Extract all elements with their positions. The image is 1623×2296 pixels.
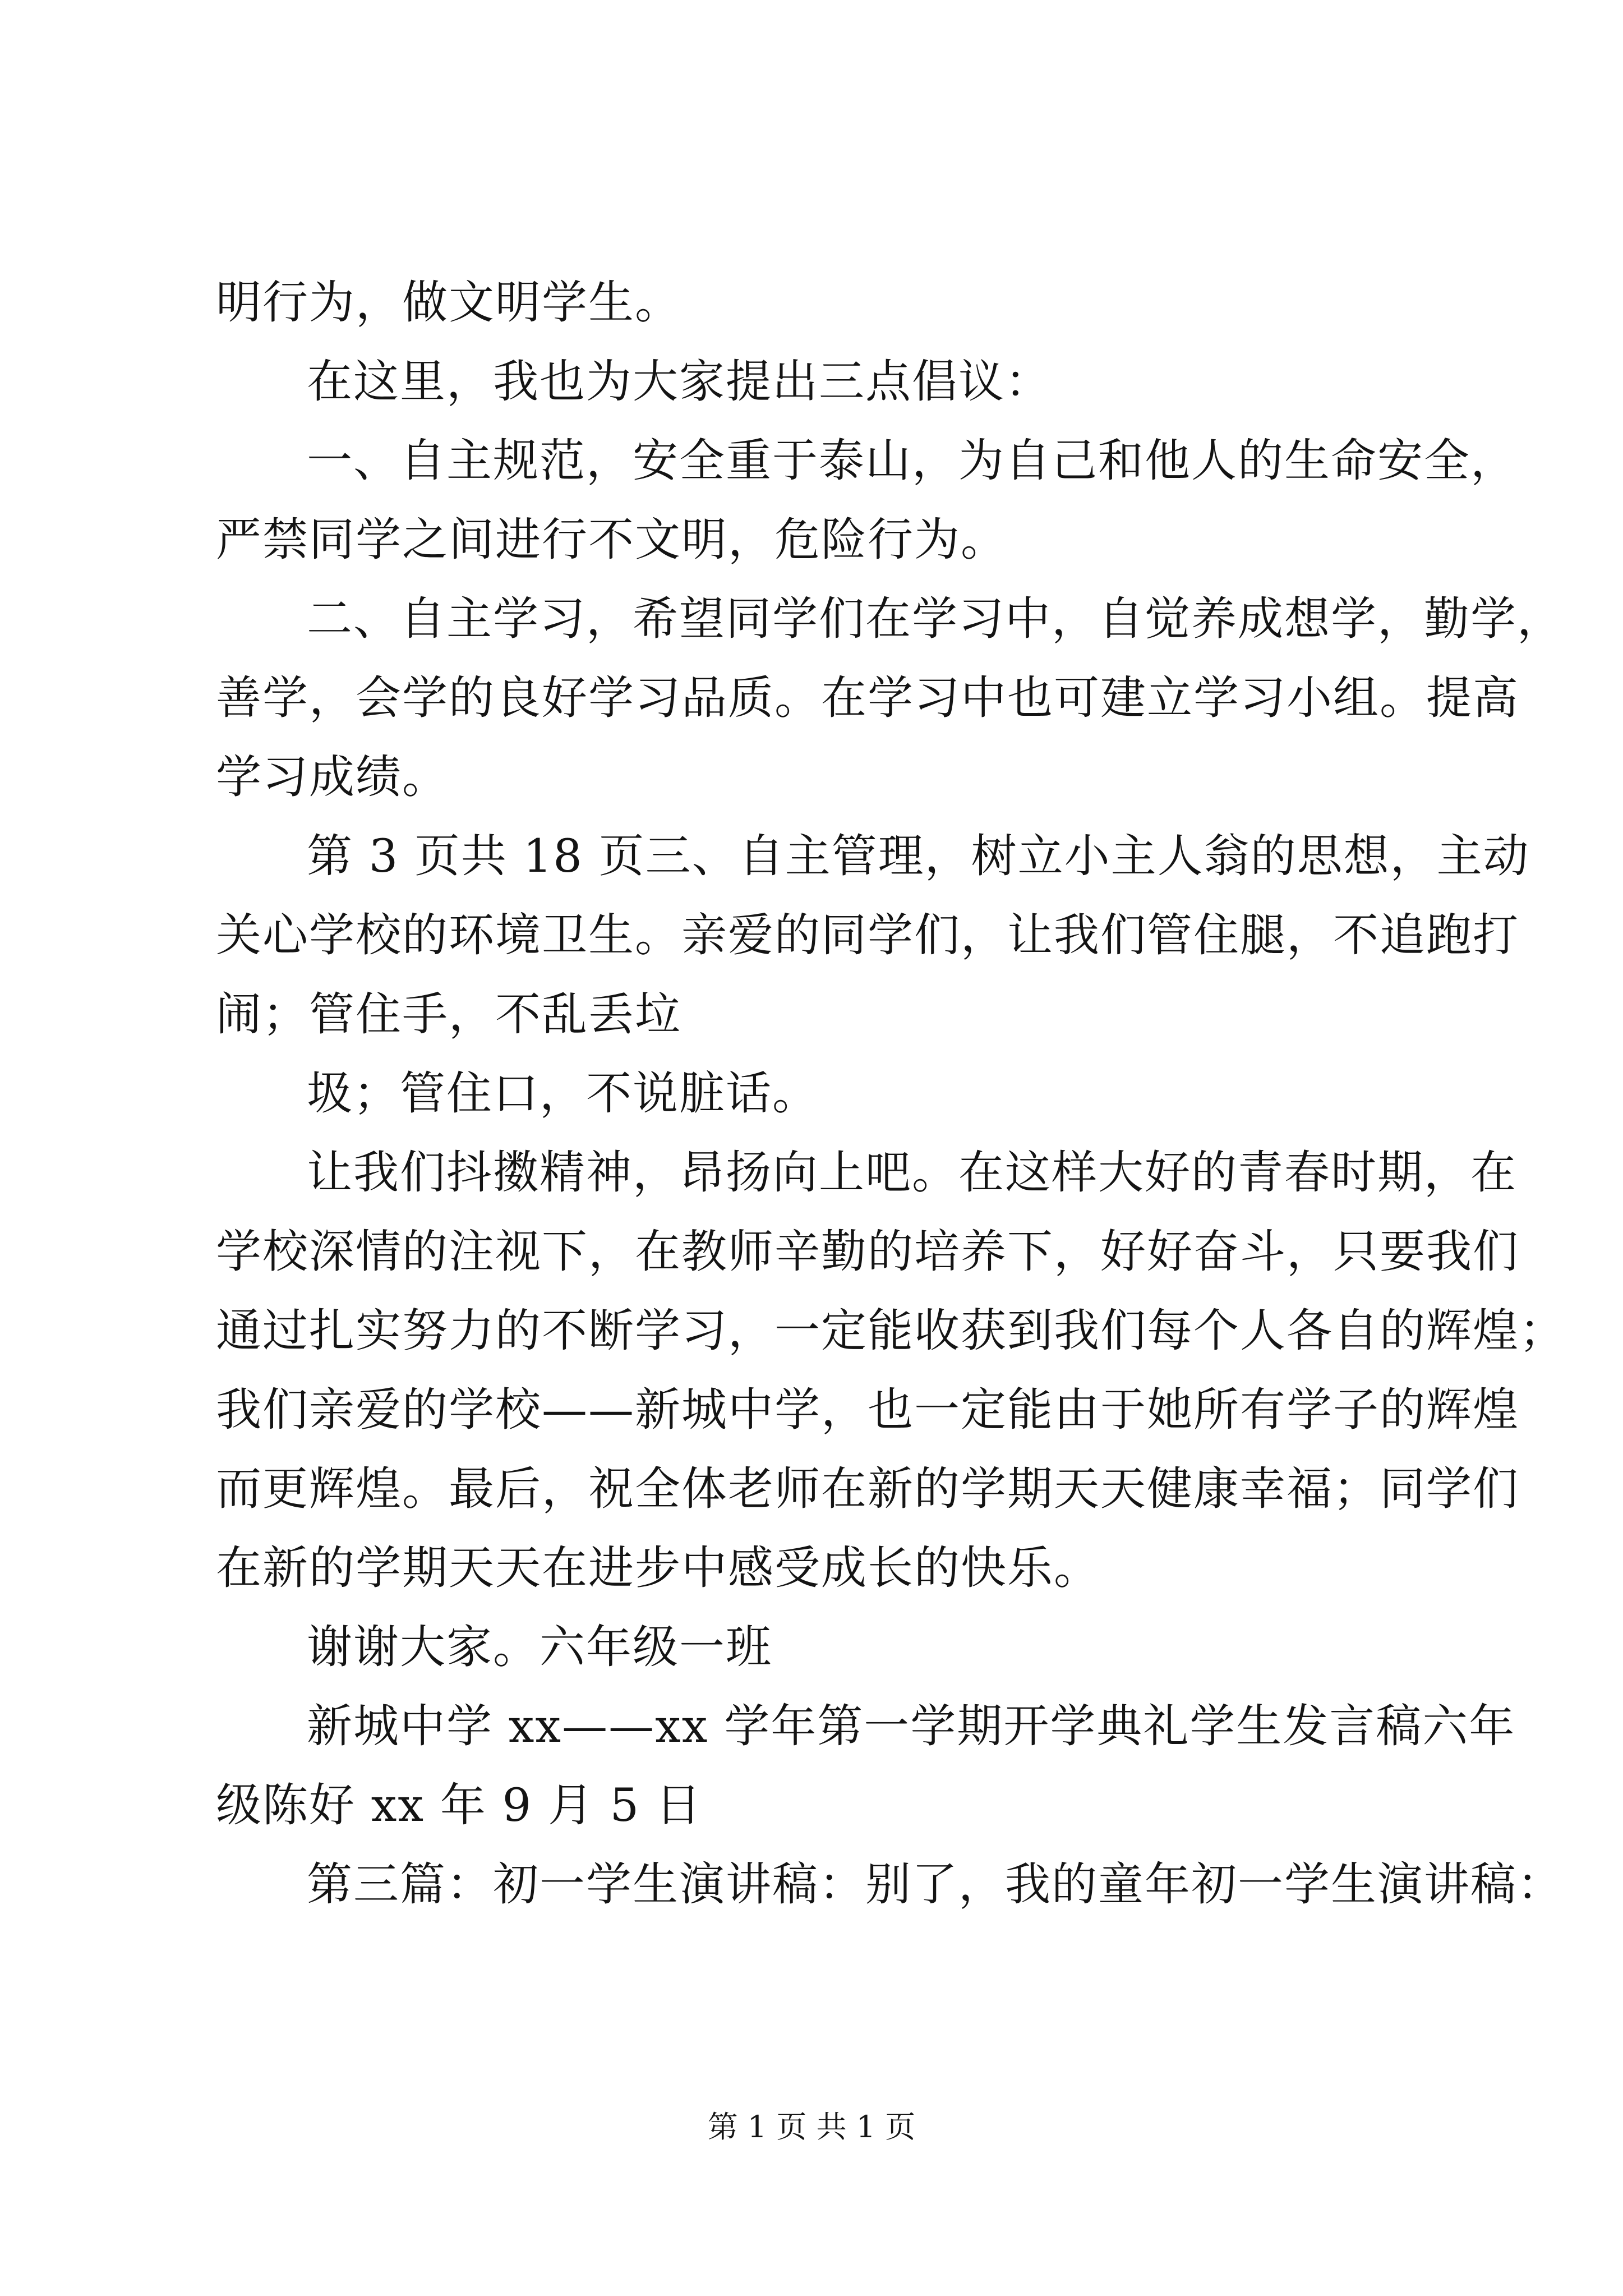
text-line: 第 3 页共 18 页三、自主管理，树立小主人翁的思想，主动 xyxy=(307,830,1530,883)
text-line: 级陈好 xx 年 9 月 5 日 xyxy=(216,1779,702,1832)
text-line: 二、自主学习，希望同学们在学习中，自觉养成想学，勤学， xyxy=(307,593,1564,646)
text-line: 学校深情的注视下，在教师辛勤的培养下，好好奋斗，只要我们 xyxy=(216,1226,1520,1278)
text-line: 闹；管住手，不乱丢垃 xyxy=(216,988,682,1041)
text-line: 圾；管住口，不说脏话。 xyxy=(307,1068,819,1120)
text-line: 通过扎实努力的不断学习，一定能收获到我们每个人各自的辉煌； xyxy=(216,1305,1566,1358)
text-line: 学习成绩。 xyxy=(216,751,449,804)
text-line: 关心学校的环境卫生。亲爱的同学们，让我们管住腿，不追跑打 xyxy=(216,909,1520,962)
page-footer: 第 1 页 共 1 页 xyxy=(707,2109,916,2145)
text-line: 我们亲爱的学校——新城中学，也一定能由于她所有学子的辉煌 xyxy=(216,1384,1520,1437)
text-line: 在这里，我也为大家提出三点倡议： xyxy=(307,356,1052,408)
text-line: 而更辉煌。最后，祝全体老师在新的学期天天健康幸福；同学们 xyxy=(216,1463,1520,1516)
text-line: 让我们抖擞精神，昂扬向上吧。在这样大好的青春时期，在 xyxy=(307,1147,1518,1199)
text-line: 谢谢大家。六年级一班 xyxy=(307,1621,773,1674)
text-line: 在新的学期天天在进步中感受成长的快乐。 xyxy=(216,1542,1101,1595)
document-body xyxy=(216,264,1566,1925)
text-line: 第三篇：初一学生演讲稿：别了，我的童年初一学生演讲稿： xyxy=(307,1858,1564,1911)
text-line: 严禁同学之间进行不文明，危险行为。 xyxy=(216,514,1008,567)
text-line: 明行为，做文明学生。 xyxy=(216,277,682,329)
text-line: 一、自主规范，安全重于泰山，为自己和他人的生命安全， xyxy=(307,435,1518,487)
text-line: 新城中学 xx——xx 学年第一学期开学典礼学生发言稿六年 xyxy=(307,1700,1516,1753)
text-line: 善学，会学的良好学习品质。在学习中也可建立学习小组。提高 xyxy=(216,672,1520,725)
